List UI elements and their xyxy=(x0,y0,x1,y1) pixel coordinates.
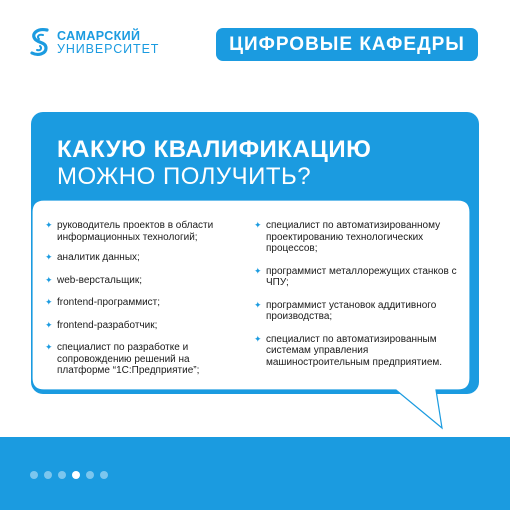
list-item-text: специалист по автоматизированному проектированию технологических процессов; xyxy=(266,220,441,254)
sparkle-bullet-icon: ✦ xyxy=(45,274,53,285)
header-badge-label: ЦИФРОВЫЕ КАФЕДРЫ xyxy=(229,33,465,55)
pagination-dot[interactable] xyxy=(30,471,38,479)
list-item xyxy=(45,320,245,332)
pagination-dot[interactable] xyxy=(100,471,108,479)
sparkle-bullet-icon: ✦ xyxy=(45,252,53,262)
list-item xyxy=(254,266,469,289)
pagination-dot-active[interactable] xyxy=(72,471,80,479)
list-item-text: frontend-разработчик; xyxy=(57,319,158,331)
list-item xyxy=(254,300,469,323)
sparkle-bullet-icon: ✦ xyxy=(254,333,262,344)
list-item-text: программист установок аддитивного производства; xyxy=(266,299,437,322)
list-item xyxy=(45,297,245,309)
sparkle-bullet-icon: ✦ xyxy=(254,265,262,276)
list-item-text: программист металлорежущих станков с ЧПУ; xyxy=(266,265,457,288)
logo-line-1: САМАРСКИЙ xyxy=(57,29,141,43)
list-item xyxy=(254,220,469,255)
pagination-dot[interactable] xyxy=(86,471,94,479)
list-item xyxy=(45,275,245,287)
card-title-line-2: МОЖНО ПОЛУЧИТЬ? xyxy=(57,163,312,190)
qualifications-left-column xyxy=(45,220,245,377)
list-item xyxy=(45,220,245,243)
logo-line-2: УНИВЕРСИТЕТ xyxy=(57,42,160,56)
sparkle-bullet-icon: ✦ xyxy=(254,220,262,230)
list-item xyxy=(254,334,469,369)
pagination-dots xyxy=(30,471,108,479)
card-title-line-1: КАКУЮ КВАЛИФИКАЦИЮ xyxy=(57,136,372,163)
list-item-text: руководитель проектов в области информационных технологий; xyxy=(57,220,214,243)
list-item-text: специалист по разработке и сопровождению решений на платформе “1С:Предприятие”; xyxy=(57,342,200,376)
sparkle-bullet-icon: ✦ xyxy=(45,319,53,330)
pagination-dot[interactable] xyxy=(58,471,66,479)
list-item-text: web-верстальщик; xyxy=(57,274,143,286)
list-item-text: аналитик данных; xyxy=(57,252,140,263)
sparkle-bullet-icon: ✦ xyxy=(45,342,53,352)
list-item xyxy=(45,342,245,377)
qualifications-right-column xyxy=(254,220,469,368)
list-item xyxy=(45,252,245,264)
sparkle-bullet-icon: ✦ xyxy=(254,299,262,310)
list-item-text: frontend-программист; xyxy=(57,297,161,308)
sparkle-bullet-icon: ✦ xyxy=(45,220,53,230)
pagination-dot[interactable] xyxy=(44,471,52,479)
sparkle-bullet-icon: ✦ xyxy=(45,297,53,307)
list-item-text: специалист по автоматизированным системам управления машиностроительным предприятием. xyxy=(266,333,443,368)
